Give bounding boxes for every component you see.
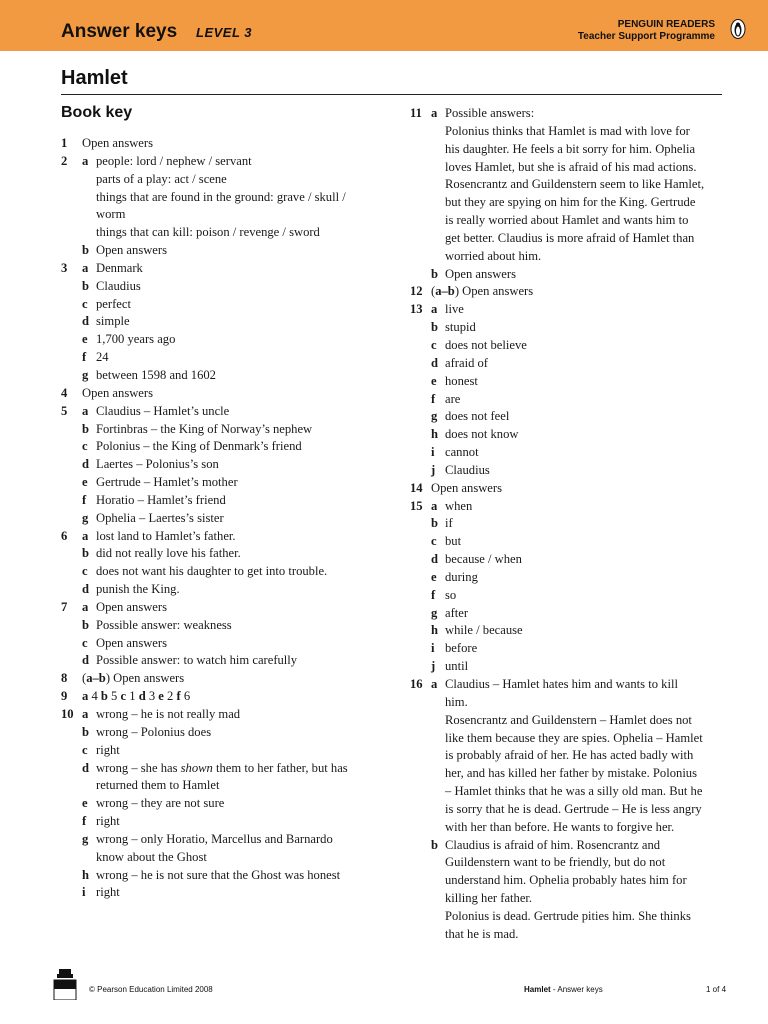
answer-text: Open answers — [82, 136, 153, 150]
answer-line — [410, 212, 725, 230]
answer-text: Polonius thinks that Hamlet is mad with love for — [445, 123, 690, 138]
question-number: 13 — [410, 302, 423, 317]
answer-text: loves Hamlet, but she is afraid of his mad actions. — [445, 159, 697, 174]
answer-line — [61, 313, 381, 331]
answer-letter: j — [431, 462, 436, 477]
answer-text: Claudius — [445, 462, 490, 477]
answer-line — [410, 640, 725, 658]
answer-letter: a — [82, 599, 89, 614]
answer-column-right — [410, 105, 725, 944]
answer-text: 24 — [96, 350, 109, 365]
answer-text: wrong – he is not really mad — [96, 707, 241, 721]
question-number: 12 — [410, 284, 423, 299]
answer-line — [61, 349, 381, 367]
answer-line — [410, 605, 725, 623]
answer-line — [410, 872, 725, 890]
answer-line — [410, 837, 725, 855]
answer-letter: e — [82, 332, 88, 347]
answer-letter: d — [82, 760, 90, 775]
answer-text: Gertrude – Hamlet’s mother — [96, 475, 238, 490]
footer-doc-title — [524, 985, 603, 994]
answer-text: if — [445, 516, 453, 531]
answer-line — [61, 206, 381, 224]
answer-text: Possible answers: — [445, 106, 535, 120]
answer-letter: b — [82, 278, 90, 293]
answer-text: a 4 b 5 c 1 d 3 e 2 f 6 — [82, 689, 191, 704]
answer-letter: c — [431, 337, 437, 352]
answer-line — [61, 795, 381, 813]
answer-text: people: lord / nephew / servant — [96, 153, 252, 168]
question-number: 5 — [61, 403, 68, 418]
answer-letter: f — [431, 391, 436, 406]
answer-letter: b — [82, 617, 90, 632]
answer-line — [61, 224, 381, 242]
answer-letter: a — [431, 498, 438, 513]
answer-text: does not want his daughter to get into trouble. — [96, 564, 328, 579]
answer-letter: h — [431, 623, 439, 638]
page-footer — [0, 968, 768, 1008]
answer-line — [410, 283, 725, 301]
answer-text: until — [445, 659, 469, 674]
answer-text: (a–b) Open answers — [431, 284, 534, 299]
answer-letter: h — [82, 867, 90, 882]
answer-line — [61, 849, 381, 867]
answer-letter: a — [82, 528, 89, 543]
answer-line — [61, 331, 381, 349]
answer-text: are — [445, 391, 461, 406]
answer-letter: h — [431, 427, 439, 442]
answer-letter: i — [431, 445, 435, 460]
answer-line — [61, 635, 381, 653]
answer-line — [61, 688, 381, 706]
question-number: 7 — [61, 599, 68, 614]
title-divider — [61, 94, 722, 95]
answer-text: when — [445, 498, 473, 513]
answer-line — [410, 908, 725, 926]
answer-line — [410, 159, 725, 177]
answer-text: perfect — [96, 296, 131, 311]
answer-text: Claudius is afraid of him. Rosencrantz and — [445, 837, 661, 852]
answer-letter: g — [82, 367, 89, 382]
answer-text: Open answers — [96, 243, 167, 258]
question-number: 1 — [61, 136, 68, 150]
answer-text: Horatio – Hamlet’s friend — [96, 492, 226, 507]
answer-line — [61, 456, 381, 474]
answer-line — [410, 783, 725, 801]
footer-doc-suffix: - Answer keys — [550, 985, 603, 994]
pearson-longman-logo-icon — [52, 968, 78, 1000]
page-number: 1 of 4 — [706, 985, 727, 994]
answer-text: is really worried about Hamlet and wants him to — [445, 213, 689, 228]
answer-line — [410, 926, 725, 944]
answer-line — [61, 867, 381, 885]
answer-line — [61, 884, 381, 902]
answer-line — [410, 854, 725, 872]
answer-letter: b — [82, 421, 90, 436]
penguin-logo-icon — [730, 19, 746, 39]
answer-line — [61, 260, 381, 278]
answer-letter: d — [82, 314, 90, 329]
answer-letter: g — [431, 409, 438, 424]
answer-text: Open answers — [96, 635, 167, 650]
question-number: 14 — [410, 480, 423, 495]
answer-line — [61, 545, 381, 563]
answer-text: 1,700 years ago — [96, 332, 176, 347]
answer-text: after — [445, 605, 469, 620]
answer-text: honest — [445, 373, 478, 388]
answer-text: does not know — [445, 427, 519, 442]
answer-letter: g — [431, 605, 438, 620]
answer-letter: d — [82, 457, 90, 472]
answer-line — [61, 385, 381, 403]
answer-column-left — [61, 135, 381, 902]
answer-text: that he is mad. — [445, 926, 519, 941]
answer-letter: b — [82, 724, 90, 739]
answer-line — [410, 123, 725, 141]
answer-text: Open answers — [445, 266, 516, 281]
answer-line — [410, 337, 725, 355]
answer-text: live — [445, 302, 464, 317]
answer-letter: c — [82, 439, 88, 454]
answer-text: worm — [96, 207, 126, 222]
answer-text: wrong – they are not sure — [96, 796, 225, 811]
answer-letter: f — [431, 587, 436, 602]
answer-line — [61, 171, 381, 189]
answer-text: because / when — [445, 552, 522, 567]
answer-text: while / because — [445, 623, 523, 638]
answer-line — [410, 266, 725, 284]
answer-text: her, and has killed her father by mistake. Polonius — [445, 766, 698, 781]
answer-text: wrong – Polonius does — [96, 724, 212, 739]
answer-letter: g — [82, 831, 89, 846]
answer-text: Rosencrantz and Guildenstern – Hamlet does not — [445, 712, 692, 727]
answer-letter: a — [82, 403, 89, 418]
answer-text: Open answers — [96, 599, 167, 614]
answer-line — [410, 480, 725, 498]
answer-letter: a — [82, 707, 89, 721]
question-number: 10 — [61, 707, 74, 721]
answer-text: Polonius is dead. Gertrude pities him. She thinks — [445, 908, 691, 923]
answer-letter: b — [431, 516, 439, 531]
answer-letter: f — [82, 492, 87, 507]
answer-line — [410, 301, 725, 319]
answer-line — [410, 515, 725, 533]
answer-line — [61, 617, 381, 635]
answer-text: afraid of — [445, 355, 489, 370]
answer-text: did not really love his father. — [96, 546, 241, 561]
answer-letter: d — [431, 552, 439, 567]
answer-letter: e — [431, 373, 437, 388]
answer-text: right — [96, 885, 120, 900]
answer-letter: d — [431, 355, 439, 370]
answer-text: understand him. Ophelia probably hates him for — [445, 873, 687, 888]
answer-text: Claudius – Hamlet hates him and wants to kill — [445, 677, 678, 691]
answer-line — [410, 426, 725, 444]
answer-text: Possible answer: weakness — [96, 617, 232, 632]
answer-line — [410, 730, 725, 748]
answer-line — [61, 492, 381, 510]
footer-doc-name: Hamlet — [524, 985, 551, 994]
answer-text: but they are spying on him for the King. Gertrude — [445, 195, 696, 210]
answer-text: stupid — [445, 320, 476, 335]
answer-letter: c — [82, 635, 88, 650]
answer-line — [61, 670, 381, 688]
answer-line — [61, 813, 381, 831]
answer-text: lost land to Hamlet’s father. — [96, 528, 236, 543]
answer-line — [61, 652, 381, 670]
answer-letter: a — [431, 302, 438, 317]
answer-line — [61, 189, 381, 207]
answer-line — [61, 777, 381, 795]
answer-letter: b — [82, 243, 90, 258]
answer-line — [410, 694, 725, 712]
copyright-text: © Pearson Education Limited 2008 — [89, 985, 213, 994]
answer-line — [61, 528, 381, 546]
answer-text: returned them to Hamlet — [96, 778, 220, 793]
answer-line — [410, 747, 725, 765]
answer-text: before — [445, 641, 478, 656]
answer-text: right — [96, 814, 120, 829]
answer-line — [410, 765, 725, 783]
answer-letter: a — [82, 260, 89, 275]
answer-text: killing her father. — [445, 891, 533, 906]
answer-line — [410, 533, 725, 551]
header-title: Answer keys — [61, 21, 178, 42]
answer-line — [410, 890, 725, 908]
answer-text: (a–b) Open answers — [82, 671, 185, 686]
answer-text: does not feel — [445, 409, 510, 424]
answer-text: Claudius — [96, 278, 141, 293]
answer-text: things that are found in the ground: grave / skull / — [96, 189, 346, 204]
answer-text: like them because they are spies. Ophelia – Hamlet — [445, 730, 703, 745]
answer-line — [61, 742, 381, 760]
answer-line — [410, 373, 725, 391]
question-number: 16 — [410, 677, 423, 691]
answer-text: is sorry that he is dead. Gertrude – He is less angry — [445, 801, 702, 816]
answer-line — [61, 278, 381, 296]
answer-line — [61, 474, 381, 492]
answer-text: Fortinbras – the King of Norway’s nephew — [96, 421, 313, 436]
answer-letter: e — [82, 475, 88, 490]
answer-line — [61, 135, 381, 153]
answer-line — [61, 510, 381, 528]
answer-text: him. — [445, 694, 468, 709]
question-number: 3 — [61, 260, 68, 275]
answer-line — [410, 194, 725, 212]
answer-letter: a — [431, 106, 438, 120]
answer-letter: f — [82, 814, 87, 829]
answer-line — [61, 296, 381, 314]
answer-line — [410, 141, 725, 159]
answer-line — [410, 551, 725, 569]
answer-letter: i — [82, 885, 86, 900]
answer-line — [410, 658, 725, 676]
answer-line — [61, 706, 381, 724]
answer-line — [61, 367, 381, 385]
answer-letter: c — [431, 534, 437, 549]
answer-line — [61, 581, 381, 599]
answer-line — [61, 724, 381, 742]
answer-line — [410, 801, 725, 819]
answer-line — [61, 563, 381, 581]
answer-line — [61, 438, 381, 456]
answer-line — [410, 622, 725, 640]
question-number: 11 — [410, 106, 422, 120]
answer-line — [61, 403, 381, 421]
answer-letter: c — [82, 564, 88, 579]
answer-line — [410, 587, 725, 605]
answer-line — [410, 444, 725, 462]
answer-letter: d — [82, 653, 90, 668]
answer-text: is probably afraid of her. He has acted badly with — [445, 748, 694, 763]
document-title: Hamlet — [61, 67, 128, 89]
answer-line — [410, 230, 725, 248]
answer-letter: b — [431, 320, 439, 335]
answer-text: punish the King. — [96, 582, 180, 597]
answer-text: worried about him. — [445, 248, 542, 263]
answer-line — [61, 421, 381, 439]
answer-letter: c — [82, 742, 88, 757]
answer-text: wrong – only Horatio, Marcellus and Barnardo — [96, 831, 333, 846]
answer-text: Claudius – Hamlet’s uncle — [96, 403, 230, 418]
answer-line — [410, 569, 725, 587]
answer-text: parts of a play: act / scene — [96, 171, 227, 186]
answer-line — [410, 498, 725, 516]
answer-line — [410, 462, 725, 480]
answer-line — [410, 819, 725, 837]
answer-text: but — [445, 534, 462, 549]
answer-letter: f — [82, 350, 87, 365]
answer-letter: b — [431, 837, 439, 852]
answer-text: Open answers — [431, 480, 502, 495]
answer-line — [410, 319, 725, 337]
answer-letter: e — [431, 569, 437, 584]
answer-text: does not believe — [445, 337, 527, 352]
section-heading: Book key — [61, 104, 133, 121]
answer-text: know about the Ghost — [96, 849, 207, 864]
answer-text: simple — [96, 314, 130, 329]
answer-text: – Hamlet thinks that he was a silly old man. But he — [445, 784, 703, 799]
answer-line — [410, 355, 725, 373]
answer-letter: a — [431, 677, 438, 691]
answer-letter: e — [82, 796, 88, 811]
answer-text: Possible answer: to watch him carefully — [96, 653, 298, 668]
question-number: 6 — [61, 528, 68, 543]
brand-line-1: PENGUIN READERS — [617, 19, 715, 30]
question-number: 4 — [61, 385, 68, 400]
header-level: LEVEL 3 — [196, 25, 253, 40]
answer-line — [410, 248, 725, 266]
answer-text: Denmark — [96, 260, 143, 275]
answer-text: Rosencrantz and Guildenstern seem to like Hamlet, — [445, 177, 705, 192]
answer-text: Polonius – the King of Denmark’s friend — [96, 439, 302, 454]
answer-letter: j — [431, 659, 436, 674]
answer-letter: b — [431, 266, 439, 281]
question-number: 2 — [61, 153, 68, 168]
answer-letter: g — [82, 510, 89, 525]
answer-text: Open answers — [82, 385, 153, 400]
answer-text: cannot — [445, 445, 479, 460]
answer-letter: d — [82, 582, 90, 597]
answer-text: right — [96, 742, 120, 757]
answer-line — [410, 176, 725, 194]
answer-line — [410, 408, 725, 426]
answer-letter: i — [431, 641, 435, 656]
answer-line — [410, 105, 725, 123]
answer-line — [61, 599, 381, 617]
answer-text: wrong – she has shown them to her father, but has — [96, 760, 348, 775]
answer-line — [61, 242, 381, 260]
answer-text: get better. Claudius is more afraid of Hamlet than — [445, 230, 695, 245]
brand-line-2: Teacher Support Programme — [577, 31, 715, 42]
answer-letter: b — [82, 546, 90, 561]
answer-text: Laertes – Polonius’s son — [96, 457, 219, 472]
header-bar — [0, 0, 768, 51]
answer-text: Ophelia – Laertes’s sister — [96, 510, 224, 525]
answer-text: Guildenstern want to be friendly, but do not — [445, 855, 666, 870]
answer-text: his daughter. He feels a bit sorry for him. Ophelia — [445, 141, 696, 156]
answer-text: during — [445, 569, 478, 584]
answer-text: things that can kill: poison / revenge / sword — [96, 225, 320, 240]
answer-line — [410, 391, 725, 409]
answer-line — [61, 153, 381, 171]
answer-line — [61, 760, 381, 778]
question-number: 9 — [61, 689, 68, 704]
answer-line — [410, 712, 725, 730]
answer-line — [61, 831, 381, 849]
answer-letter: a — [82, 153, 89, 168]
question-number: 15 — [410, 498, 423, 513]
answer-text: so — [445, 587, 457, 602]
answer-letter: c — [82, 296, 88, 311]
question-number: 8 — [61, 671, 68, 686]
answer-text: between 1598 and 1602 — [96, 367, 216, 382]
answer-text: with her than before. He wants to forgive her. — [445, 819, 675, 834]
answer-line — [410, 676, 725, 694]
brand-text — [578, 19, 715, 43]
answer-text: wrong – he is not sure that the Ghost was honest — [96, 867, 341, 882]
